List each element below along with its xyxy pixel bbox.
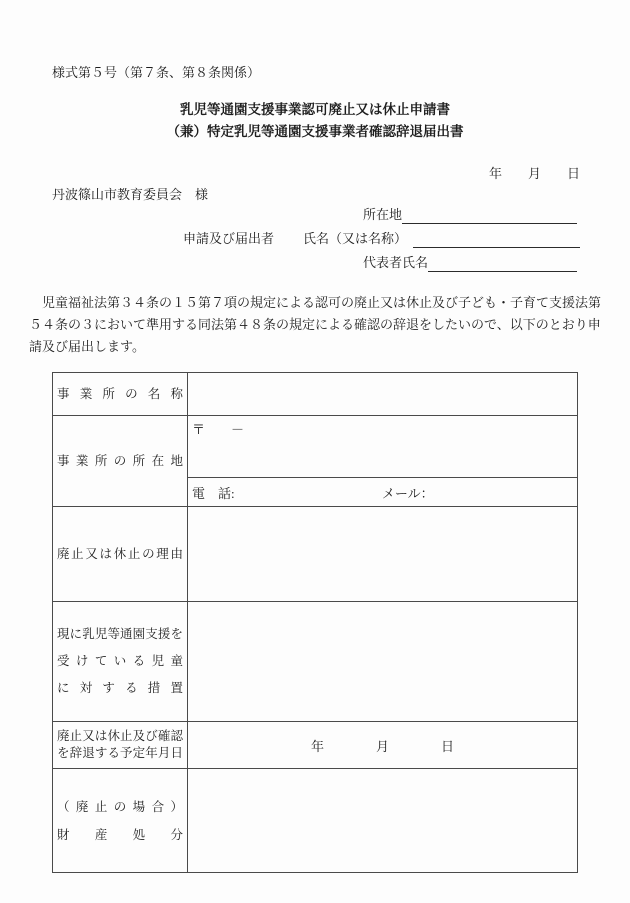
address-underline <box>402 206 577 224</box>
phone-label: 電 話: <box>192 485 235 501</box>
property-disposal-label: （廃止の場合） 財産処分 <box>53 769 188 873</box>
document-title-line-2: （兼）特定乳児等通園支援事業者確認辞退届出書 <box>166 124 464 139</box>
mail-label: メール： <box>381 485 434 501</box>
name-label: 氏名（又は名称） <box>303 231 408 246</box>
document-title <box>0 99 630 143</box>
body-paragraph <box>29 292 604 358</box>
body-line: 児童福祉法第３４条の１５第７項の規定による認可の廃止又は休止及び子ども・子育て支援法第 <box>29 295 602 310</box>
representative-label: 代表者氏名 <box>363 255 429 270</box>
table-row <box>53 507 578 602</box>
office-name-value-cell <box>188 373 578 416</box>
address-label: 所在地 <box>363 207 403 222</box>
body-line: 請及び届出します。 <box>29 339 145 354</box>
reason-label: 廃止又は休止の理由 <box>53 507 188 602</box>
measures-label: 現に乳児等通園支援を 受けている児童 に対する措置 <box>53 602 188 722</box>
table-row <box>53 416 578 478</box>
name-underline <box>413 230 580 248</box>
office-address-label: 事業所の所在地 <box>53 416 188 507</box>
scheduled-date-value-cell: 年 月 日 <box>188 722 578 769</box>
application-table <box>52 372 578 873</box>
body-line: ５４条の３において準用する同法第４８条の規定による確認の辞退をしたいので、以下のとおり申 <box>29 317 601 332</box>
measures-value-cell <box>188 602 578 722</box>
scheduled-date-label: 廃止又は休止及び確認 を辞退する予定年月日 <box>53 722 188 769</box>
postal-mark: 〒 － <box>192 422 245 437</box>
addressee: 丹波篠山市教育委員会 様 <box>52 187 209 202</box>
table-row <box>53 722 578 769</box>
date-placeholder: 年 月 日 <box>488 166 580 181</box>
table-row <box>53 373 578 416</box>
applicant-role-label: 申請及び届出者 <box>183 231 275 246</box>
office-address-value-cell <box>188 416 578 478</box>
office-name-label: 事業所の名称 <box>53 373 188 416</box>
table-row <box>53 602 578 722</box>
form-number: 様式第５号（第７条、第８条関係） <box>52 65 261 80</box>
document-title-line-1: 乳児等通園支援事業認可廃止又は休止申請書 <box>180 102 450 117</box>
property-disposal-value-cell <box>188 769 578 873</box>
table-row <box>53 769 578 873</box>
reason-value-cell <box>188 507 578 602</box>
contact-cell <box>188 478 578 507</box>
representative-underline <box>428 254 577 272</box>
